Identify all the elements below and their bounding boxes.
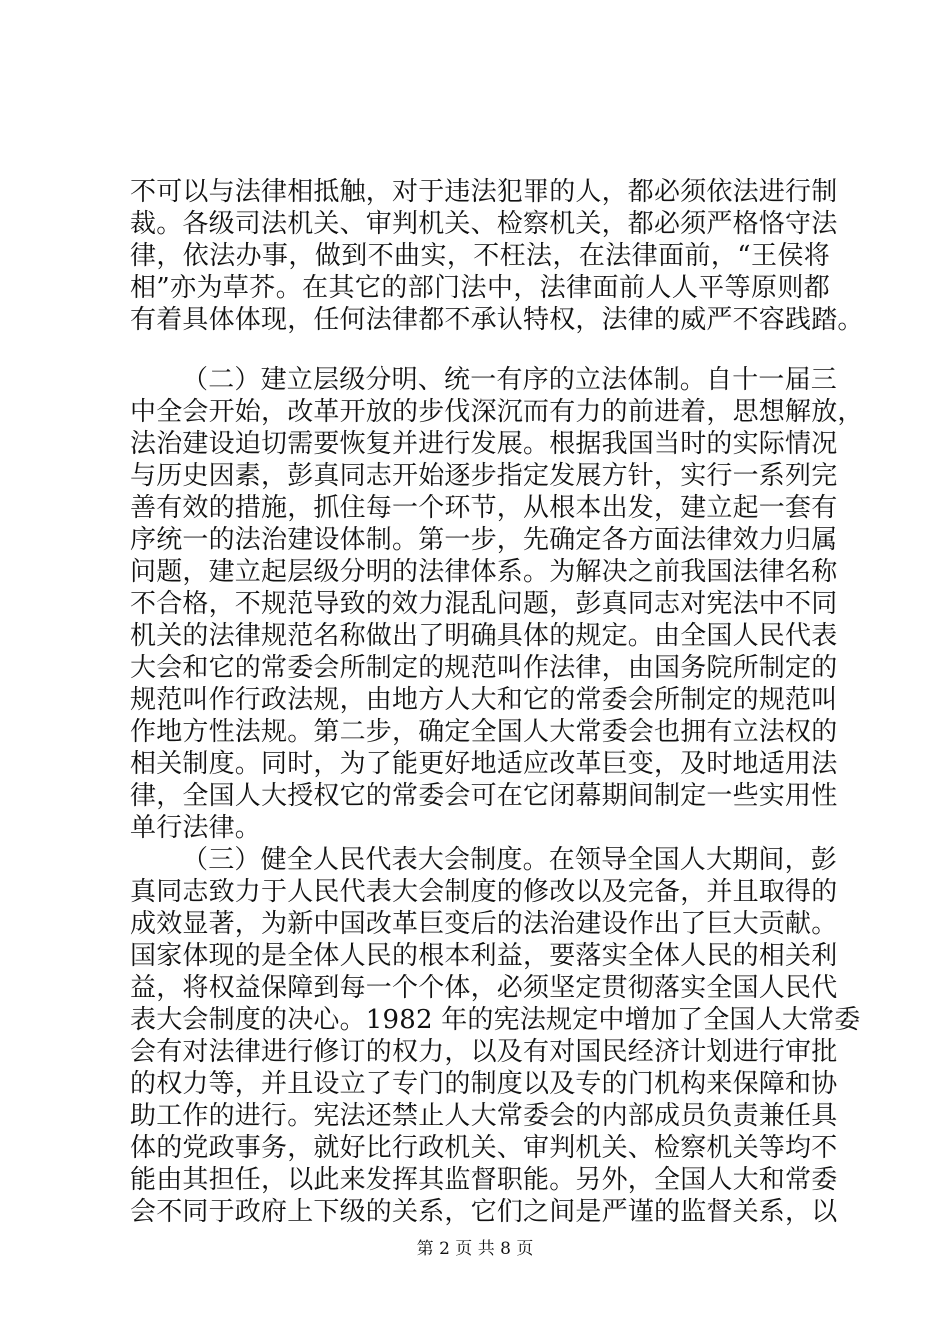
text-line: 裁。各级司法机关、审判机关、检察机关，都必须严格恪守法 <box>130 209 838 239</box>
text-line: 大会和它的常委会所制定的规范叫作法律，由国务院所制定的 <box>130 653 838 683</box>
text-line: 机关的法律规范名称做出了明确具体的规定。由全国人民代表 <box>130 621 838 651</box>
text-line: 问题，建立起层级分明的法律体系。为解决之前我国法律名称 <box>130 557 838 587</box>
text-line: 表大会制度的决心。1982 年的宪法规定中增加了全国人大常委 <box>130 1005 861 1035</box>
text-line: （三）健全人民代表大会制度。在领导全国人大期间，彭 <box>182 845 838 875</box>
text-line: 相”亦为草芥。在其它的部门法中，法律面前人人平等原则都 <box>130 273 830 303</box>
body-text <box>130 176 864 1228</box>
page-number-footer: 第 2 页 共 8 页 <box>416 1239 534 1259</box>
text-line: 中全会开始，改革开放的步伐深沉而有力的前进着，思想解放， <box>130 397 864 427</box>
text-line: 单行法律。 <box>130 813 262 843</box>
paragraph-3 <box>130 844 861 1228</box>
text-line: 的权力等，并且设立了专门的制度以及专的门机构来保障和协 <box>130 1069 838 1099</box>
text-line: 真同志致力于人民代表大会制度的修改以及完备，并且取得的 <box>130 877 838 907</box>
text-line: 不可以与法律相抵触，对于违法犯罪的人，都必须依法进行制 <box>130 177 838 207</box>
text-line: 相关制度。同时，为了能更好地适应改革巨变，及时地适用法 <box>130 749 838 779</box>
text-line: 体的党政事务，就好比行政机关、审判机关、检察机关等均不 <box>130 1133 838 1163</box>
text-line: 益，将权益保障到每一个个体，必须坚定贯彻落实全国人民代 <box>130 973 838 1003</box>
paragraph-2 <box>130 364 864 844</box>
text-line: 成效显著，为新中国改革巨变后的法治建设作出了巨大贡献。 <box>130 909 838 939</box>
text-line: （二）建立层级分明、统一有序的立法体制。自十一届三 <box>182 365 838 395</box>
text-line: 作地方性法规。第二步，确定全国人大常委会也拥有立法权的 <box>130 717 838 747</box>
text-line: 能由其担任，以此来发挥其监督职能。另外，全国人大和常委 <box>130 1165 838 1195</box>
text-line: 律，依法办事，做到不曲实，不枉法，在法律面前，“王侯将 <box>130 241 830 271</box>
text-line: 法治建设迫切需要恢复并进行发展。根据我国当时的实际情况 <box>130 429 838 459</box>
text-line: 与历史因素，彭真同志开始逐步指定发展方针，实行一系列完 <box>130 461 838 491</box>
text-line: 会不同于政府上下级的关系，它们之间是严谨的监督关系，以 <box>130 1197 838 1227</box>
text-line: 助工作的进行。宪法还禁止人大常委会的内部成员负责兼任具 <box>130 1101 838 1131</box>
text-line: 律，全国人大授权它的常委会可在它闭幕期间制定一些实用性 <box>130 781 838 811</box>
text-line: 不合格，不规范导致的效力混乱问题，彭真同志对宪法中不同 <box>130 589 838 619</box>
text-line: 有着具体体现，任何法律都不承认特权，法律的威严不容践踏。 <box>130 305 864 335</box>
text-line: 规范叫作行政法规，由地方人大和它的常委会所制定的规范叫 <box>130 685 838 715</box>
paragraph-1 <box>130 176 864 336</box>
text-line: 国家体现的是全体人民的根本利益，要落实全体人民的相关利 <box>130 941 838 971</box>
text-line: 会有对法律进行修订的权力，以及有对国民经济计划进行审批 <box>130 1037 838 1067</box>
paragraph-spacer <box>130 336 830 364</box>
text-line: 序统一的法治建设体制。第一步，先确定各方面法律效力归属 <box>130 525 838 555</box>
text-line: 善有效的措施，抓住每一个环节，从根本出发，建立起一套有 <box>130 493 838 523</box>
